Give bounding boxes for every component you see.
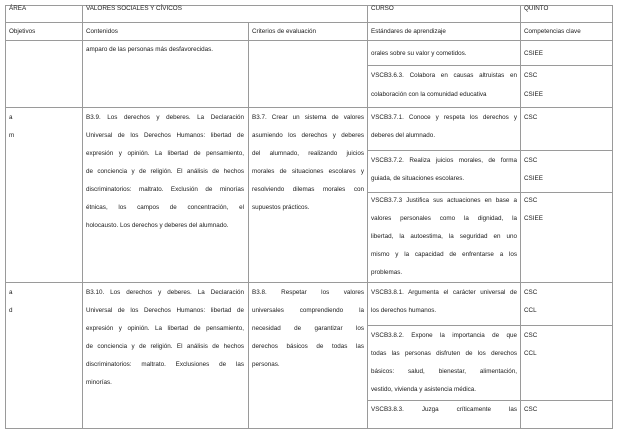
row2-contenidos-line: discriminatorios: maltrato. Exclusión de minorías xyxy=(86,186,244,193)
row3-std1-line: VSCB3.8.1. Argumenta el carácter universal de xyxy=(371,289,517,296)
row3-contenidos-line: Universal de los Derechos Humanos: libertad de xyxy=(86,307,244,314)
row2-std3-line: valores personales como la dignidad, la xyxy=(371,215,517,222)
rule-col1 xyxy=(82,5,83,429)
row2-std1-line: deberes del alumnado. xyxy=(371,132,436,139)
row3-std1-comp: CSC xyxy=(524,289,538,296)
row2-std3-line: libertad, la autoestima, la seguridad en uno xyxy=(371,233,517,240)
row3-criterios-line: universales comprendiendo la xyxy=(252,307,364,314)
col-estandares: Estándares de aprendizaje xyxy=(371,28,446,35)
row3-std2-line: todas las personas disfruten de los derechos xyxy=(371,350,517,357)
row3-criterios-line: derechos básicos de todas las xyxy=(252,343,364,350)
row2-contenidos-line: de conciencia y de religión. El análisis de hechos xyxy=(86,168,244,175)
row2-std2-comp: CSIEE xyxy=(524,175,543,182)
row3-std2-line: vestido, vivienda y asistencia médica. xyxy=(371,386,476,393)
row2-contenidos-line: expresión y opinión. La libertad de pensamiento, xyxy=(86,150,244,157)
rule-std-1a xyxy=(367,65,613,66)
row3-objetivo: a xyxy=(9,289,13,296)
rule-std-2a xyxy=(367,150,613,151)
row2-criterios-line: B3.7. Crear un sistema de valores xyxy=(252,114,364,121)
row1-std2-comp: CSC xyxy=(524,72,538,79)
row3-std2-comp: CSC xyxy=(524,332,538,339)
col-objetivos: Objetivos xyxy=(9,28,36,35)
col-criterios: Criterios de evaluación xyxy=(252,28,317,35)
row3-contenidos-line: discriminatorios: maltrato. Exclusiones de las xyxy=(86,361,244,368)
row2-criterios-line: supuestos prácticos. xyxy=(252,204,310,211)
row2-std3-comp: CSC xyxy=(524,197,538,204)
row2-criterios-line: del alumnado, realizando juicios xyxy=(252,150,364,157)
row2-contenidos-line: holocausto. Los derechos y deberes del alumnado. xyxy=(86,222,229,229)
row1-std2-comp: CSIEE xyxy=(524,91,543,98)
row3-std2-line: VSCB3.8.2. Expone la importancia de que xyxy=(371,332,517,339)
row2-objetivo: m xyxy=(9,132,15,139)
rule-col2 xyxy=(248,22,249,429)
row2-contenidos-line: B3.9. Los derechos y deberes. La Declaración xyxy=(86,114,244,121)
row3-std2-line: básicos: salud, bienestar, alimentación, xyxy=(371,368,517,375)
row3-std1-line: los derechos humanos. xyxy=(371,307,437,314)
row2-std2-line: VSCB3.7.2. Realiza juicios morales, de forma xyxy=(371,157,517,164)
row1-std2-line: VSCB3.6.3. Colabora en causas altruistas en xyxy=(371,72,517,79)
row2-contenidos-line: étnicas, los campos de concentración, el xyxy=(86,204,244,211)
rule-right xyxy=(612,5,613,429)
row3-std2-comp: CCL xyxy=(524,350,537,357)
col-competencias: Competencias clave xyxy=(524,28,581,35)
row3-contenidos-line: minorías. xyxy=(86,379,112,386)
header-area: ÁREA xyxy=(9,5,27,12)
row2-criterios-line: asumiendo los derechos y deberes xyxy=(252,132,364,139)
row3-std3-line: VSCB3.8.3. Juzga críticamente las xyxy=(371,406,517,413)
row1-contenidos: amparo de las personas más desfavorecidas. xyxy=(86,46,214,53)
row1-std2-line: colaboración con la comunidad educativa xyxy=(371,91,487,98)
header-subject: VALORES SOCIALES Y CÍVICOS xyxy=(86,5,182,12)
row2-std2-line: guiada, de situaciones escolares. xyxy=(371,175,465,182)
row2-std3-comp: CSIEE xyxy=(524,215,543,222)
header-course-label: CURSO xyxy=(371,5,394,12)
header-course-value: QUINTO xyxy=(524,5,549,12)
row3-criterios-line: necesidad de garantizar los xyxy=(252,325,364,332)
row1-std1-line: orales sobre su valor y cometidos. xyxy=(371,50,467,57)
rule-left xyxy=(5,5,6,429)
row1-std1-comp: CSIEE xyxy=(524,50,543,57)
row2-std3-line: mismo y la capacidad de enfrentarse a los xyxy=(371,251,517,258)
row3-std1-comp: CCL xyxy=(524,307,537,314)
col-contenidos: Contenidos xyxy=(86,28,118,35)
rule-bottom xyxy=(5,428,613,429)
rule-row2-end xyxy=(5,282,613,283)
rule-col4 xyxy=(520,5,521,429)
row3-contenidos-line: B3.10. Los derechos y deberes. La Declaración xyxy=(86,289,244,296)
row3-criterios-line: personas. xyxy=(252,361,280,368)
row2-std3-line: VSCB3.7.3 Justifica sus actuaciones en base a xyxy=(371,197,517,204)
rule-std-3a xyxy=(367,325,613,326)
row2-objetivo: a xyxy=(9,114,13,121)
row2-std2-comp: CSC xyxy=(524,157,538,164)
row2-std1-comp: CSC xyxy=(524,114,538,121)
row2-criterios-line: morales de situaciones escolares y xyxy=(252,168,364,175)
row3-criterios-line: B3.8. Respetar los valores xyxy=(252,289,364,296)
row2-std1-line: VSCB3.7.1. Conoce y respeta los derechos y xyxy=(371,114,517,121)
row2-std3-line: problemas. xyxy=(371,269,403,276)
row2-contenidos-line: Universal de los Derechos Humanos: libertad de xyxy=(86,132,244,139)
row3-contenidos-line: expresión y opinión. La libertad de pensamiento, xyxy=(86,325,244,332)
row2-criterios-line: resolviendo dilemas morales con xyxy=(252,186,364,193)
rule-row1-end xyxy=(5,107,613,108)
row3-objetivo: d xyxy=(9,307,13,314)
rule-col3 xyxy=(367,5,368,429)
row3-contenidos-line: de conciencia y de religión. El análisis de hechos xyxy=(86,343,244,350)
row3-std3-comp: CSC xyxy=(524,406,538,413)
